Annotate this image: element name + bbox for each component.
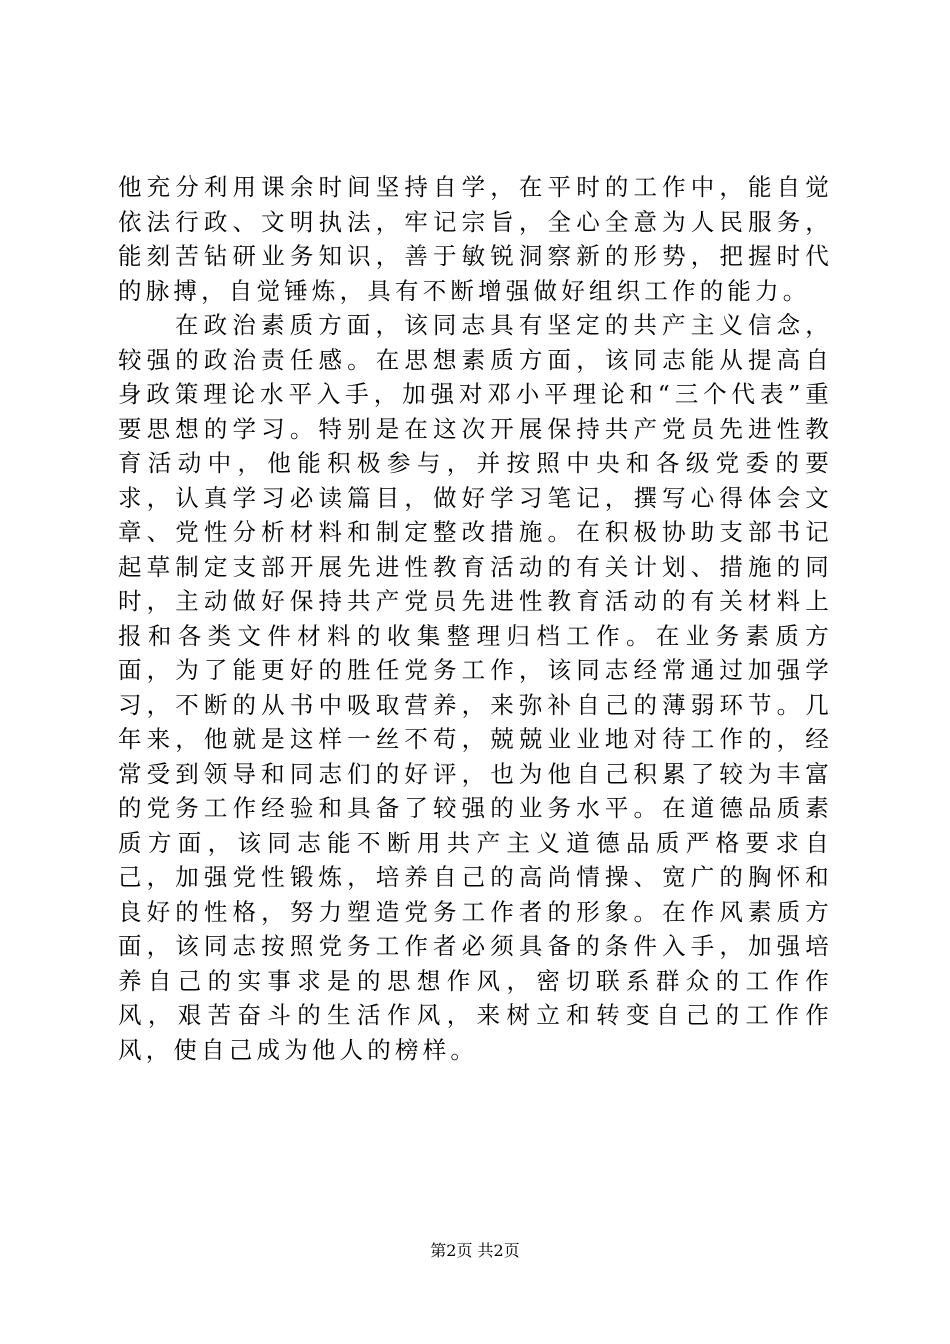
paragraph-2: 在政治素质方面，该同志具有坚定的共产主义信念，较强的政治责任感。在思想素质方面，该同志能从提高自身政策理论水平入手，加强对邓小平理论和“三个代表”重要思想的学习。特别是在这次开展保持共产党员先进性教育活动中，他能积极参与，并按照中央和各级党委的要求，认真学习必读篇目，做好学习笔记，撰写心得体会文章、党性分析材料和制定整改措施。在积极协助支部书记起草制定支部开展先进性教育活动的有关计划、措施的同时，主动做好保持共产党员先进性教育活动的有关材料上报和各类文件材料的收集整理归档工作。在业务素质方面，为了能更好的胜任党务工作，该同志经常通过加强学习，不断的从书中吸取营养，来弥补自己的薄弱环节。几年来，他就是这样一丝不苟，兢兢业业地对待工作的，经常受到领导和同志们的好评，也为他自己积累了较为丰富的党务工作经验和具备了较强的业务水平。在道德品质素质方面，该同志能不断用共产主义道德品质严格要求自己，加强党性锻炼，培养自己的高尚情操、宽广的胸怀和良好的性格，努力塑造党务工作者的形象。在作风素质方面，该同志按照党务工作者必须具备的条件入手，加强培养自己的实事求是的思想作风，密切联系群众的工作作风，艰苦奋斗的生活作风，来树立和转变自己的工作作风，使自己成为他人的榜样。 bbox=[118, 311, 833, 1064]
paragraph-1: 他充分利用课余时间坚持自学，在平时的工作中，能自觉依法行政、文明执法，牢记宗旨，全心全意为人民服务，能刻苦钻研业务知识，善于敏锐洞察新的形势，把握时代的脉搏，自觉锤炼，具有不断增强做好组织工作的能力。 bbox=[118, 173, 833, 305]
document-body bbox=[118, 170, 833, 1067]
page-number-footer: 第2页 共2页 bbox=[430, 1241, 520, 1260]
